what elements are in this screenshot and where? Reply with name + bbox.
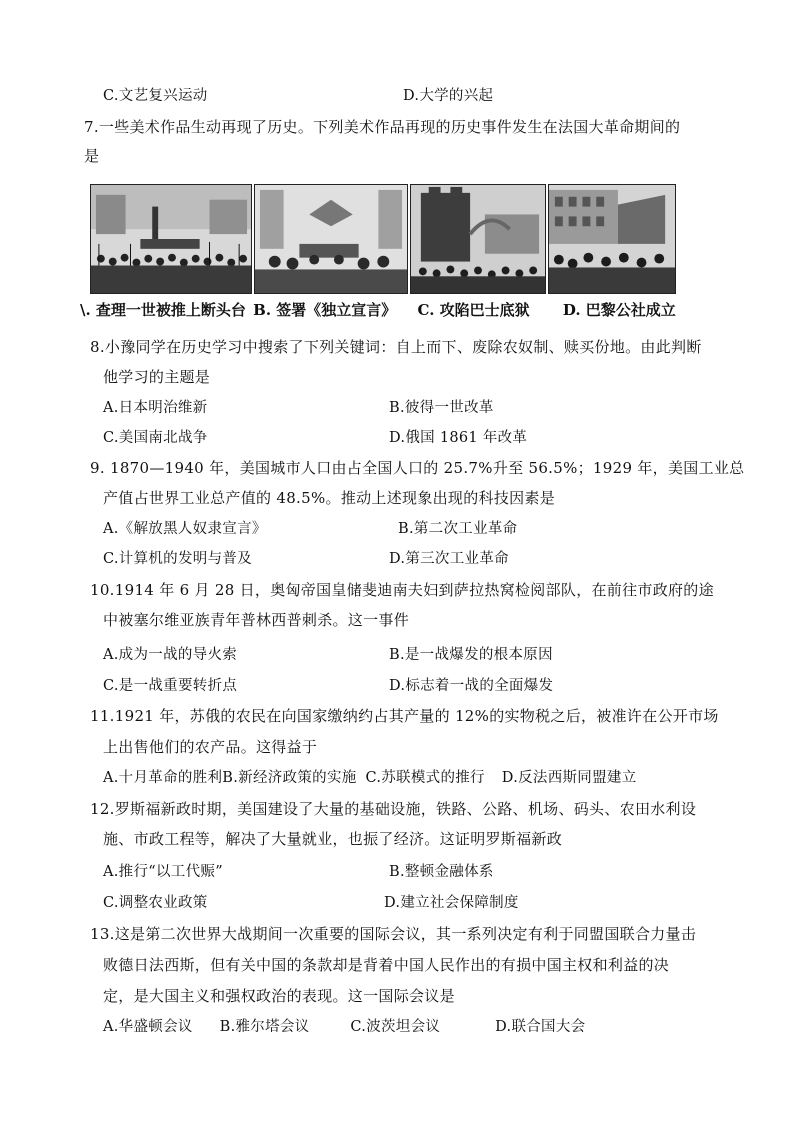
q10-option-a: A.成为一战的导火索 <box>103 647 238 663</box>
q7-stem-line2: 是 <box>84 147 100 165</box>
q7-option-d: D. 巴黎公社成立 <box>562 301 676 319</box>
artwork-bastille-image <box>410 184 546 294</box>
q13-stem-line2: 败德日法西斯，但有关中国的条款却是背着中国人民作出的有损中国主权和利益的决 <box>103 956 670 974</box>
q12-option-c: C.调整农业政策 <box>103 895 208 911</box>
q12-option-a: A.推行“以工代赈” <box>103 864 223 880</box>
q13-option-b: B.雅尔塔会议 <box>219 1019 310 1035</box>
q11-option-b: B.新经济政策的实施 <box>222 770 357 786</box>
q11-option-d: D.反法西斯同盟建立 <box>501 770 637 786</box>
q8-stem-line1: 8.小豫同学在历史学习中搜索了下列关键词：自上而下、废除农奴制、赎买份地。由此判断 <box>90 338 702 356</box>
q13-option-c: C.波茨坦会议 <box>350 1019 441 1035</box>
q13-options-row <box>103 1017 585 1037</box>
q8-stem-line2: 他学习的主题是 <box>103 368 211 386</box>
artwork-execution-image <box>90 184 252 294</box>
q7-options-row <box>80 300 676 320</box>
q10-stem-line1: 10.1914 年 6 月 28 日，奥匈帝国皇储斐迪南夫妇到萨拉热窝检阅部队，在前往市政府的途 <box>90 581 714 599</box>
q11-stem-line2: 上出售他们的农产品。这得益于 <box>103 738 318 756</box>
q7-option-b: B. 签署《独立宣言》 <box>253 301 397 319</box>
q7-option-a: \. 查理一世被推上断头台 <box>80 301 246 319</box>
q11-options-row <box>103 768 637 788</box>
q11-option-c: C.苏联模式的推行 <box>365 770 485 786</box>
q12-option-b: B.整顿金融体系 <box>389 864 494 880</box>
q11-option-a: A.十月革命的胜利 <box>103 770 223 786</box>
q9-option-d: D.第三次工业革命 <box>389 551 509 567</box>
q8-option-a: A.日本明治维新 <box>103 400 208 416</box>
q10-stem-line2: 中被塞尔维亚族青年普林西普刺杀。这一事件 <box>103 611 410 629</box>
q13-option-d: D.联合国大会 <box>495 1019 586 1035</box>
q12-stem-line2: 施、市政工程等，解决了大量就业，也振了经济。这证明罗斯福新政 <box>103 830 563 848</box>
q9-option-b: B.第二次工业革命 <box>398 521 518 537</box>
artwork-paris-commune-image <box>548 184 676 294</box>
q13-stem-line1: 13.这是第二次世界大战期间一次重要的国际会议，其一系列决定有利于同盟国联合力量击 <box>90 925 697 943</box>
q8-option-d: D.俄国 1861 年改革 <box>389 430 528 446</box>
q12-stem-line1: 12.罗斯福新政时期，美国建设了大量的基础设施，铁路、公路、机场、码头、农田水利设 <box>90 800 697 818</box>
q13-option-a: A.华盛顿会议 <box>103 1019 193 1035</box>
q7-option-c: C. 攻陷巴士底狱 <box>417 301 530 319</box>
q10-option-c: C.是一战重要转折点 <box>103 678 238 694</box>
q10-option-b: B.是一战爆发的根本原因 <box>389 647 553 663</box>
q7-stem-line1: 7.一些美术作品生动再现了历史。下列美术作品再现的历史事件发生在法国大革命期间的 <box>84 118 681 136</box>
q7-artwork-strip <box>90 184 676 294</box>
q10-option-d: D.标志着一战的全面爆发 <box>389 678 554 694</box>
q9-option-c: C.计算机的发明与普及 <box>103 551 252 567</box>
q8-option-b: B.彼得一世改革 <box>389 400 494 416</box>
q11-stem-line1: 11.1921 年，苏俄的农民在向国家缴纳约占其产量的 12%的实物税之后，被准许在公开市场 <box>90 707 719 725</box>
q9-option-a: A.《解放黑人奴隶宣言》 <box>103 521 267 537</box>
q6-option-c: C.文艺复兴运动 <box>103 88 208 104</box>
q6-option-d: D.大学的兴起 <box>403 88 494 104</box>
artwork-declaration-image <box>254 184 408 294</box>
q9-stem-line2: 产值占世界工业总产值的 48.5%。推动上述现象出现的科技因素是 <box>103 489 556 507</box>
q9-stem-line1: 9. 1870—1940 年，美国城市人口由占全国人口的 25.7%升至 56.5%；1929 年，美国工业总 <box>90 459 745 477</box>
q13-stem-line3: 定，是大国主义和强权政治的表现。这一国际会议是 <box>103 987 455 1005</box>
q12-option-d: D.建立社会保障制度 <box>384 895 519 911</box>
q8-option-c: C.美国南北战争 <box>103 430 208 446</box>
